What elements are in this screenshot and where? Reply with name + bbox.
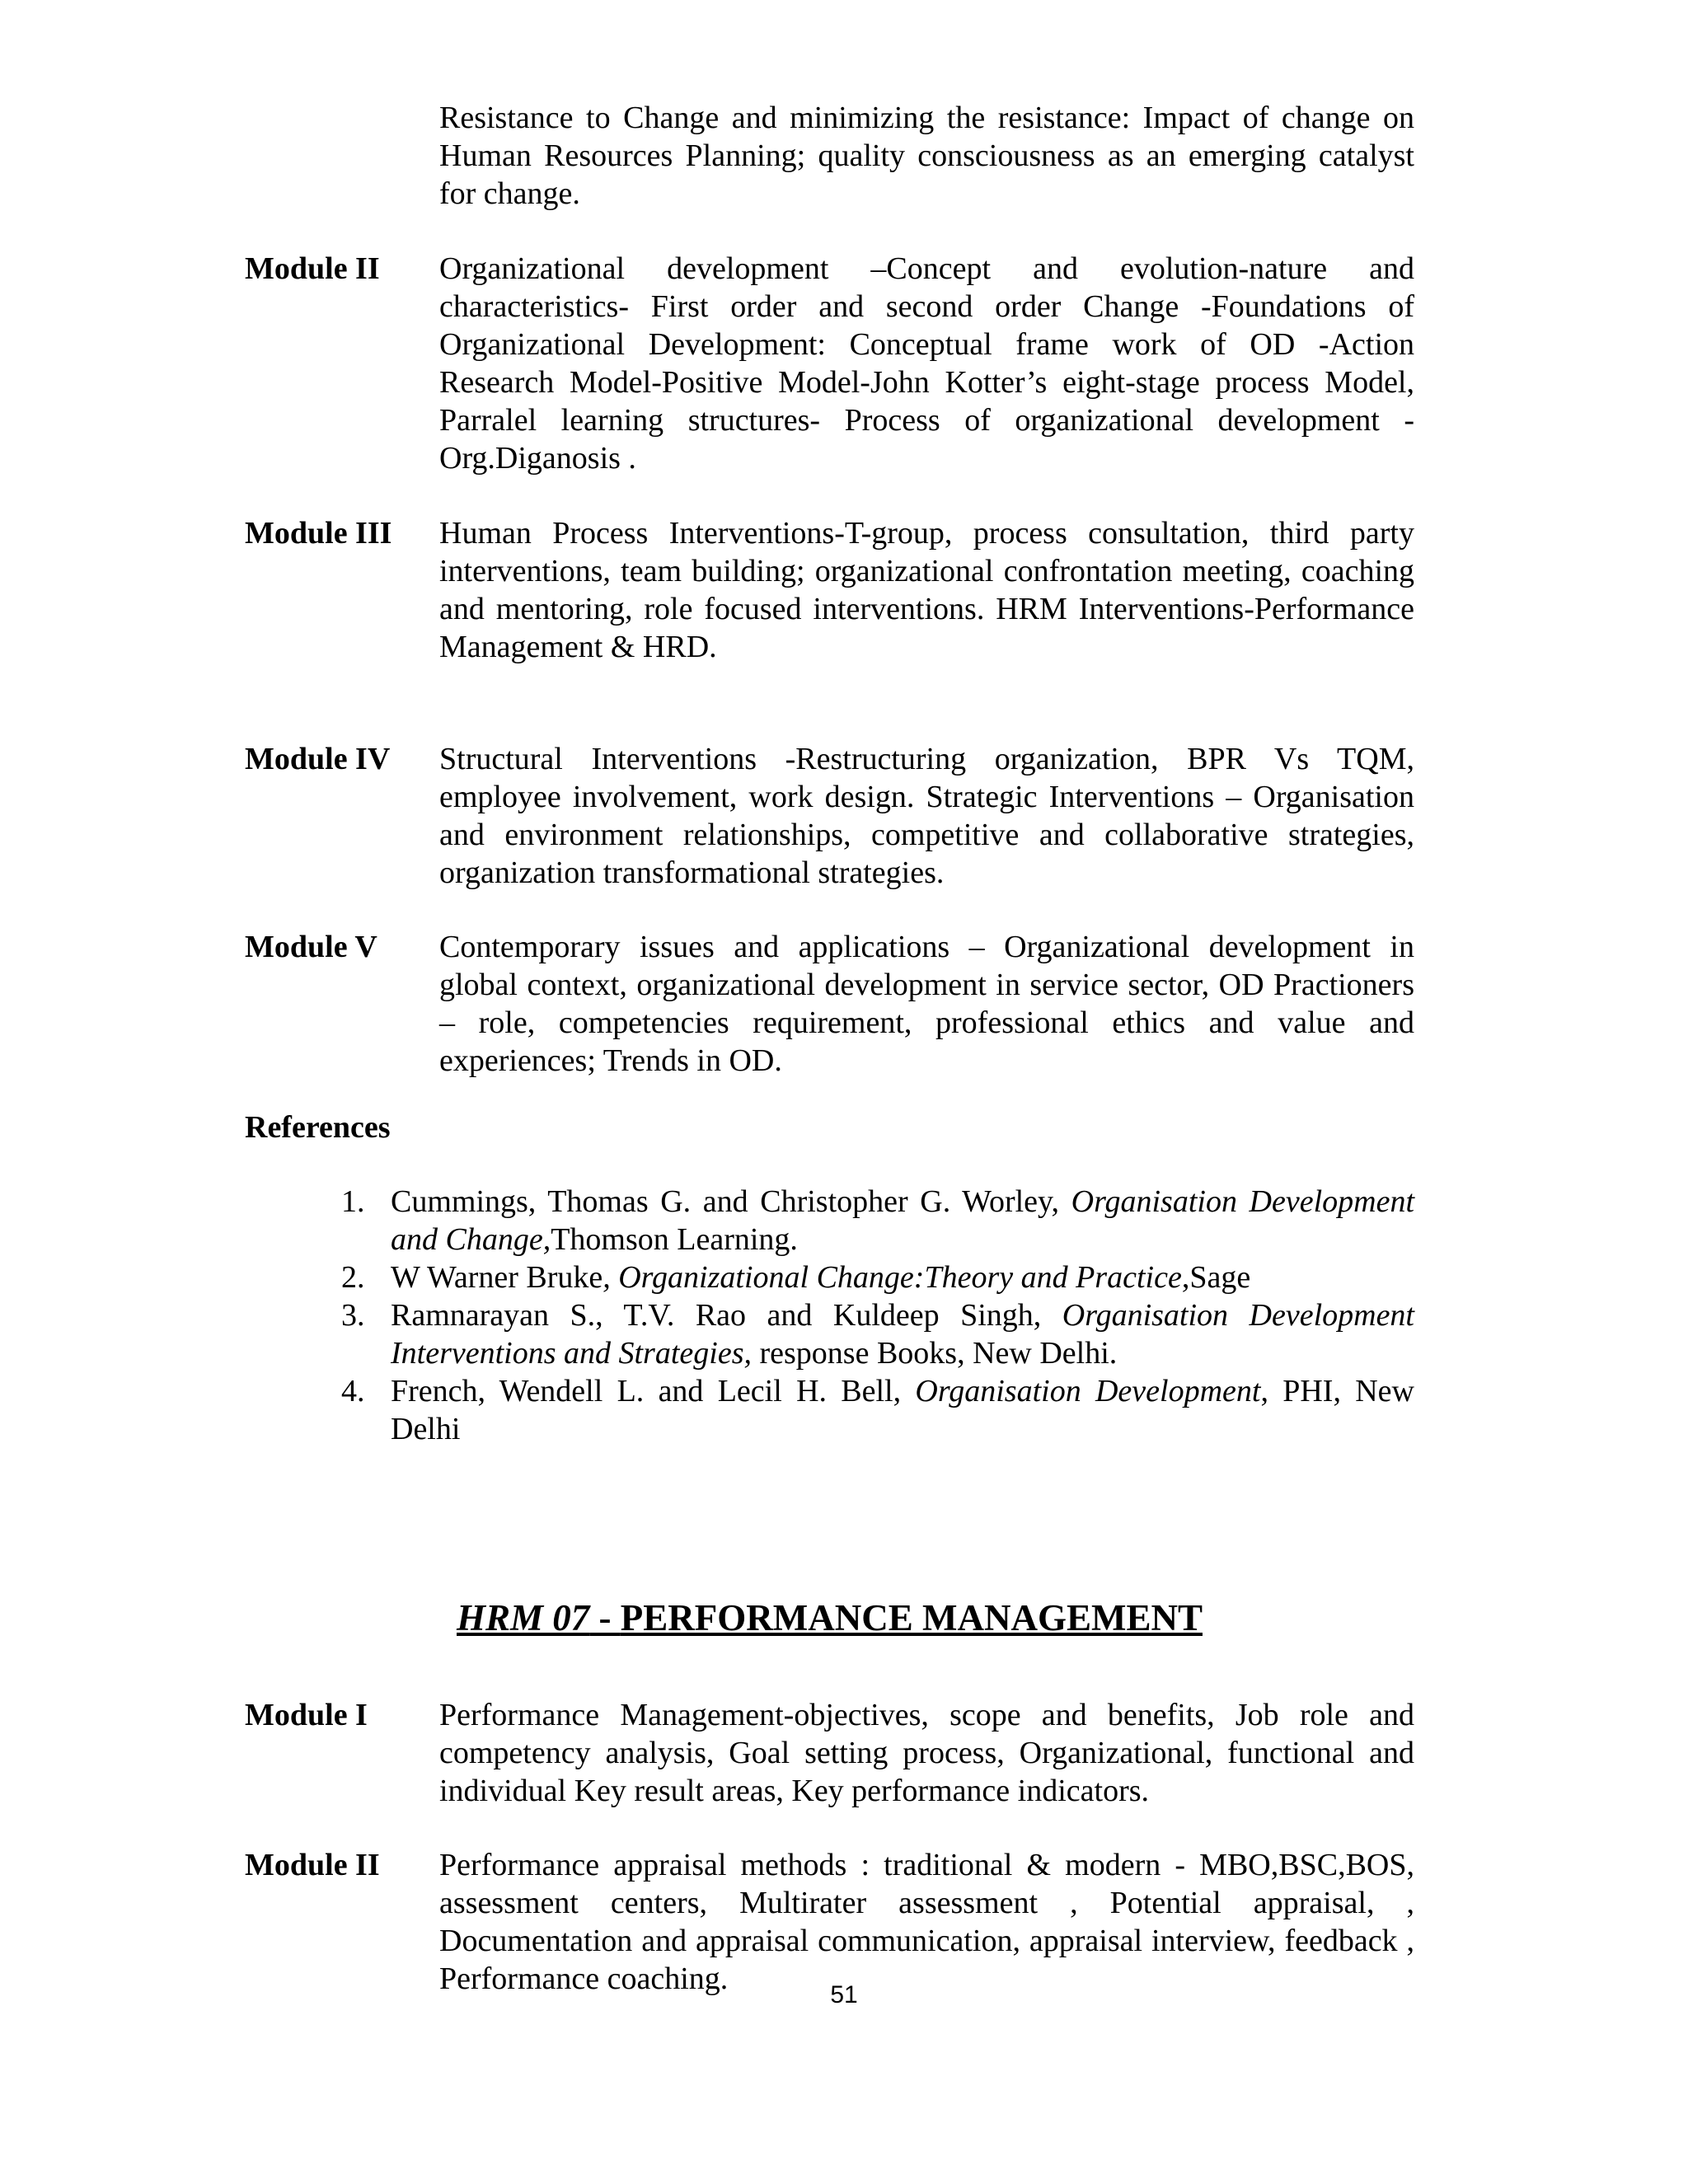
reference-title: Organisation Development Interventions and Strategies, [391,1298,1414,1371]
reference-number: 1. [341,1184,365,1219]
reference-number: 3. [341,1298,365,1333]
reference-item [341,1296,1414,1372]
reference-title: Organisation Development [915,1374,1261,1408]
reference-authors: W Warner Bruke [391,1260,603,1295]
reference-authors: French, Wendell L. and Lecil H. Bell, [391,1374,916,1408]
section-title [245,1595,1414,1641]
module-label: Module V [245,930,377,964]
module-label: Module IV [245,742,391,776]
module-label: Module II [245,251,380,286]
reference-title: Organisation Development and Change, [391,1184,1414,1257]
reference-item [341,1258,1414,1296]
reference-number: 4. [341,1374,365,1408]
module-description: Human Process Interventions-T-group, process consultation, third party interventions, team building; organizational confrontation meeting, coaching and mentoring, role focused interventions. HRM Interventions-Performance Management & HRD. [439,516,1414,664]
reference-publisher: response Books, New Delhi. [751,1336,1118,1371]
references-list [341,1183,1414,1448]
page-number: 51 [830,1981,858,2008]
reference-publisher: ,Sage [1181,1260,1251,1295]
module-i-continuation-text: Resistance to Change and minimizing the resistance: Impact of change on Human Resources Planning; quality consciousness as an emerging catalyst for change. [439,101,1414,211]
module-description: Performance Management-objectives, scope and benefits, Job role and competency analysis, Goal setting process, Organizational, functional and individual Key result areas, Key performance indicators. [439,1698,1414,1808]
module-label: Module I [245,1698,368,1732]
references-heading: References [245,1110,391,1145]
reference-item [341,1372,1414,1448]
reference-authors: Ramnarayan S., T.V. Rao and Kuldeep Singh, [391,1298,1062,1333]
course-code: HRM 07 [457,1597,590,1638]
reference-publisher: , PHI, New Delhi [391,1374,1414,1446]
module-description: Contemporary issues and applications – Organizational development in global context, organizational development in service sector, OD Practioners – role, competencies requirement, professional ethics and value and experiences; Trends in OD. [439,930,1414,1078]
module-label: Module II [245,1848,380,1882]
reference-title: , Organizational Change:Theory and Practice [603,1260,1182,1295]
course-title: PERFORMANCE MANAGEMENT [620,1597,1203,1638]
module-description: Structural Interventions -Restructuring organization, BPR Vs TQM, employee involvement, work design. Strategic Interventions – Organisation and environment relationships, competitive and collaborative strategies, organization transformational strategies. [439,742,1414,890]
reference-number: 2. [341,1260,365,1295]
module-description: Organizational development –Concept and evolution-nature and characteristics- First order and second order Change -Foundations of Organizational Development: Conceptual frame work of OD -Action Research Model-Positive Model-John Kotter’s eight-stage process Model, Parralel learning structures- Process of organizational development -Org.Diganosis . [439,251,1414,476]
module-label: Module III [245,516,392,551]
reference-publisher: Thomson Learning. [551,1222,798,1257]
reference-authors: Cummings, Thomas G. and Christopher G. Worley, [391,1184,1071,1219]
module-description: Performance appraisal methods : traditional & modern - MBO,BSC,BOS, assessment centers, Multirater assessment , Potential appraisal, , Documentation and appraisal communication, appraisal interview, feedback , Performance coaching. [439,1848,1414,1996]
title-separator: - [589,1597,621,1638]
reference-item [341,1183,1414,1258]
